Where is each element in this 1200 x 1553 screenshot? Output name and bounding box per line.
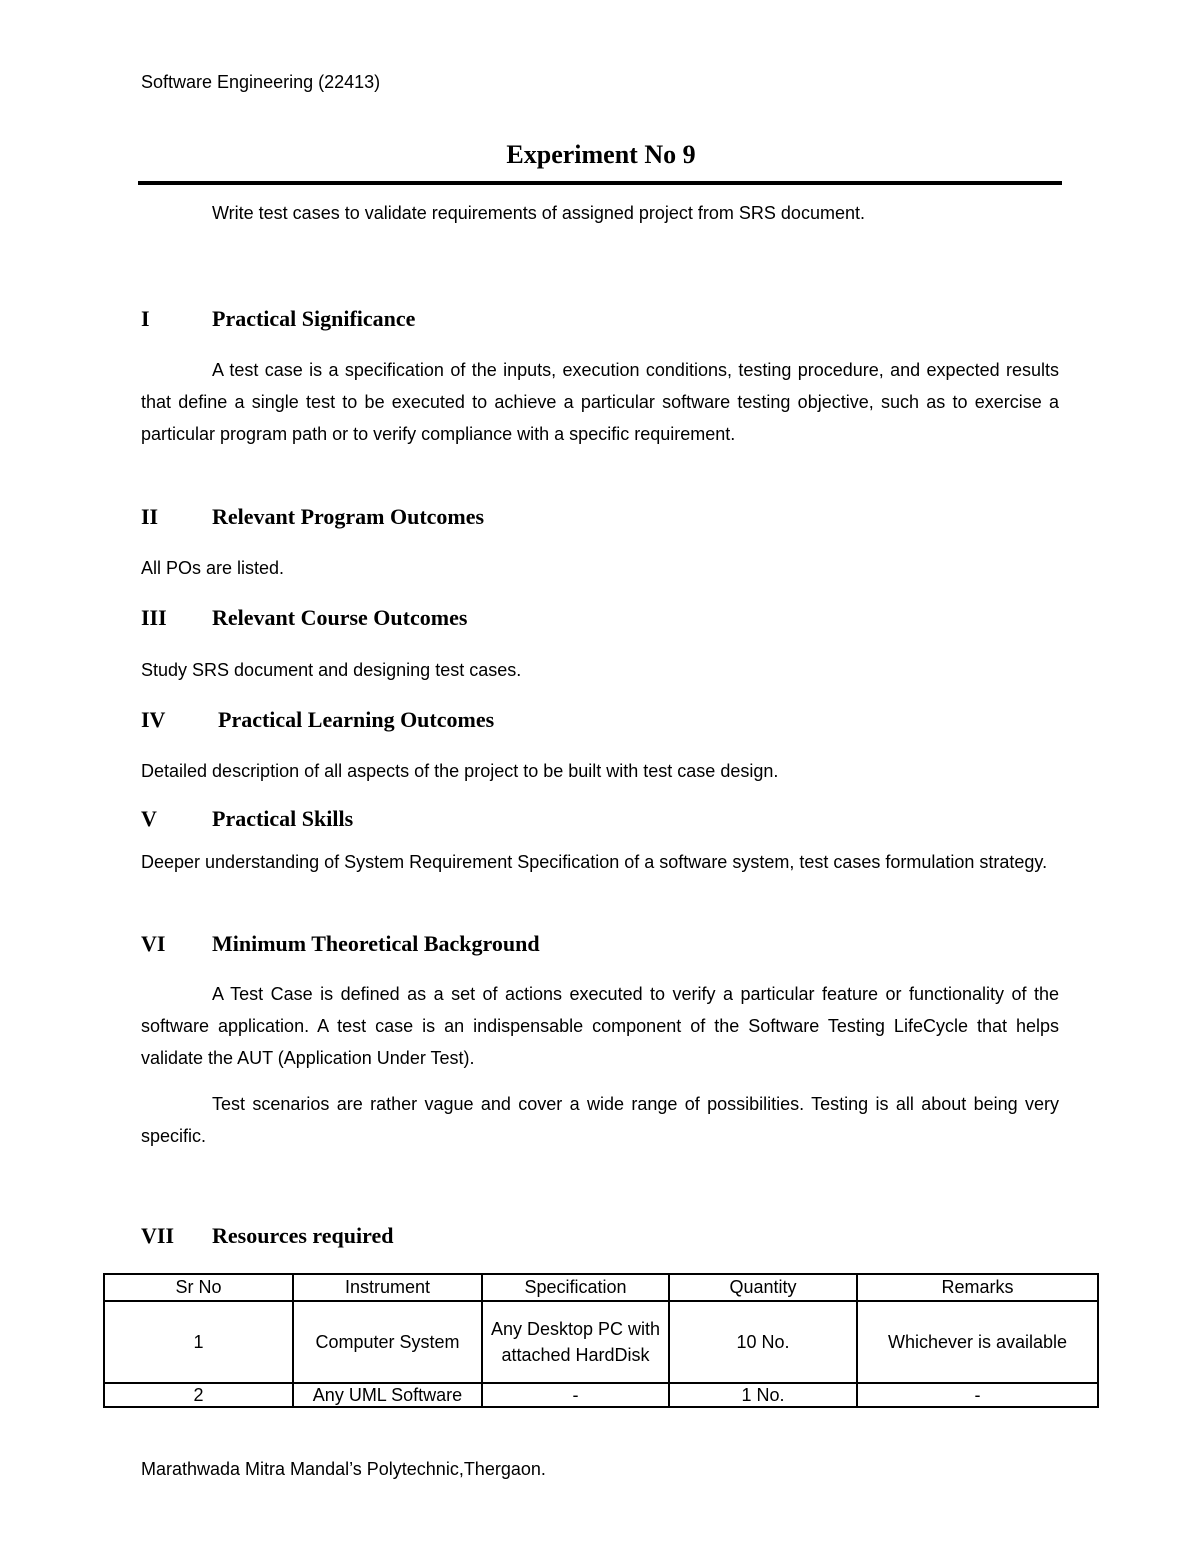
section-title: Resources required bbox=[212, 1223, 394, 1248]
theory-paragraph-1: A Test Case is defined as a set of actions executed to verify a particular feature or functionality of the software application. A test case is an indispensable component of the Software Testing LifeCycle that helps validate the AUT (Application Under Test). bbox=[141, 984, 1059, 1068]
section-title: Relevant Course Outcomes bbox=[212, 605, 468, 630]
table-cell: Any Desktop PC with attached HardDisk bbox=[482, 1301, 669, 1383]
section-number: II bbox=[141, 504, 159, 529]
section-number: V bbox=[141, 806, 157, 831]
section-title: Practical Significance bbox=[212, 306, 416, 331]
section-number: VI bbox=[141, 931, 166, 956]
program-outcomes-text: All POs are listed. bbox=[141, 558, 285, 578]
table-cell: 1 bbox=[104, 1301, 293, 1383]
table-cell: 10 No. bbox=[669, 1301, 857, 1383]
column-header: Instrument bbox=[293, 1274, 482, 1301]
table-row bbox=[104, 1301, 1098, 1383]
practical-significance-text: A test case is a specification of the inputs, execution conditions, testing procedure, and expected results that define a single test to be executed to achieve a particular software testing objective, such as to exercise a particular program path or to verify compliance with a specific requirement. bbox=[141, 360, 1059, 444]
table-cell: - bbox=[857, 1383, 1098, 1407]
table-header-row bbox=[104, 1274, 1098, 1301]
table-cell: - bbox=[482, 1383, 669, 1407]
column-header: Sr No bbox=[104, 1274, 293, 1301]
column-header: Specification bbox=[482, 1274, 669, 1301]
practical-skills-text: Deeper understanding of System Requirement Specification of a software system, test cases formulation strategy. bbox=[141, 852, 1048, 872]
section-title: Practical Learning Outcomes bbox=[218, 707, 495, 732]
table-cell: Any UML Software bbox=[293, 1383, 482, 1407]
experiment-title: Experiment No 9 bbox=[506, 140, 696, 169]
page-header: Software Engineering (22413) bbox=[141, 72, 381, 92]
table-cell: Whichever is available bbox=[857, 1301, 1098, 1383]
resources-table bbox=[103, 1273, 1099, 1408]
experiment-aim: Write test cases to validate requirements of assigned project from SRS document. bbox=[212, 203, 865, 223]
section-title: Relevant Program Outcomes bbox=[212, 504, 485, 529]
learning-outcomes-text: Detailed description of all aspects of the project to be built with test case design. bbox=[141, 761, 779, 781]
section-number: IV bbox=[141, 707, 166, 732]
table-row bbox=[104, 1383, 1098, 1407]
section-number: VII bbox=[141, 1223, 175, 1248]
section-title: Minimum Theoretical Background bbox=[212, 931, 540, 956]
table-cell: 1 No. bbox=[669, 1383, 857, 1407]
page-footer: Marathwada Mitra Mandal’s Polytechnic,Thergaon. bbox=[141, 1459, 546, 1479]
table-cell: Computer System bbox=[293, 1301, 482, 1383]
column-header: Remarks bbox=[857, 1274, 1098, 1301]
theory-paragraph-2: Test scenarios are rather vague and cover a wide range of possibilities. Testing is all about being very specific. bbox=[141, 1094, 1059, 1146]
course-outcomes-text: Study SRS document and designing test cases. bbox=[141, 660, 522, 680]
section-title: Practical Skills bbox=[212, 806, 354, 831]
column-header: Quantity bbox=[669, 1274, 857, 1301]
section-number: III bbox=[141, 605, 167, 630]
section-number: I bbox=[141, 306, 150, 331]
title-underline bbox=[138, 181, 1062, 185]
table-cell: 2 bbox=[104, 1383, 293, 1407]
